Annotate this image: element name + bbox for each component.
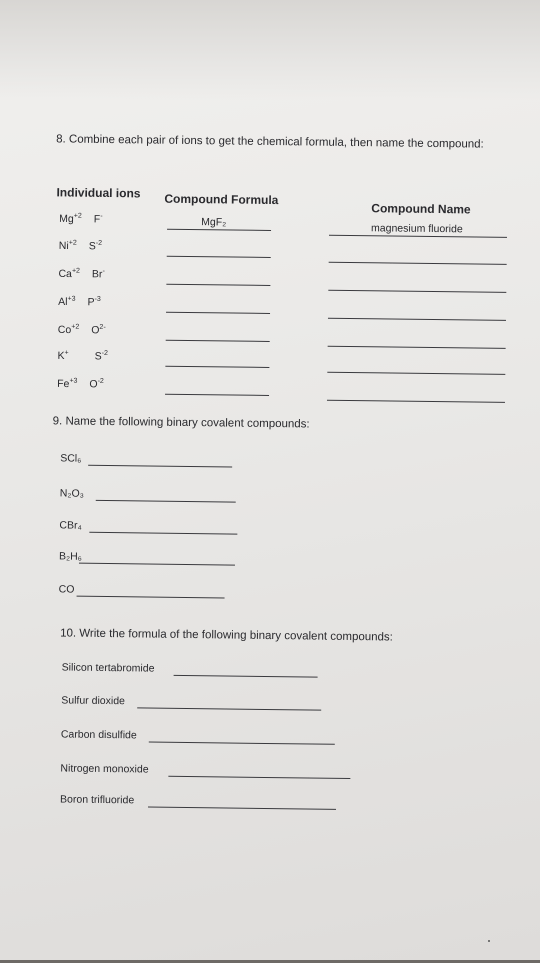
anion-charge: -2 — [102, 350, 108, 357]
formula-answer-line[interactable] — [165, 366, 269, 368]
cation-symbol: Mg — [59, 213, 74, 225]
formula-answer-line[interactable] — [167, 229, 271, 231]
anion-charge: -2 — [96, 240, 102, 247]
cation-charge: +2 — [71, 324, 79, 331]
compound-name-label: Boron trifluoride — [60, 793, 134, 806]
cation-symbol: Al — [58, 296, 67, 308]
name-answer-line[interactable] — [328, 290, 506, 293]
anion-symbol: S — [95, 350, 102, 362]
name-answer-line[interactable] — [88, 465, 232, 468]
compound-formula-label: CBr₄ — [59, 519, 82, 531]
name-answer-line[interactable] — [327, 372, 505, 375]
anion-symbol: O — [91, 324, 99, 336]
name-answer-line[interactable] — [328, 318, 506, 321]
anion-charge: -2 — [98, 378, 104, 385]
name-answer: magnesium fluoride — [371, 222, 463, 235]
compound-name-label: Sulfur dioxide — [61, 694, 125, 707]
name-answer-line[interactable] — [329, 262, 507, 265]
cation-charge: +2 — [72, 268, 80, 275]
compound-name-label: Nitrogen monoxide — [60, 762, 148, 775]
formula-answer-line[interactable] — [166, 340, 270, 342]
ion-pair — [58, 323, 106, 336]
ion-pair — [58, 267, 104, 280]
compound-formula-label: CO — [59, 583, 75, 595]
q9-instruction: 9. Name the following binary covalent compounds: — [53, 415, 310, 430]
header-compound-formula: Compound Formula — [164, 192, 278, 207]
cation-symbol: Ca — [58, 268, 72, 280]
anion-charge: -3 — [94, 296, 100, 303]
compound-name-label: Carbon disulfide — [61, 728, 137, 741]
cation-charge: +3 — [69, 378, 77, 385]
header-compound-name: Compound Name — [371, 201, 471, 216]
ion-pair — [59, 212, 102, 225]
compound-name-label: Silicon tertabromide — [62, 661, 155, 674]
header-individual-ions: Individual ions — [56, 185, 140, 200]
name-answer-line[interactable] — [329, 235, 507, 238]
anion-symbol: F — [94, 213, 101, 225]
formula-answer-line[interactable] — [168, 776, 350, 779]
anion-charge: - — [100, 213, 102, 220]
anion-symbol: S — [89, 240, 96, 252]
q10-instruction: 10. Write the formula of the following binary covalent compounds: — [60, 627, 393, 643]
anion-symbol: Br — [92, 268, 103, 280]
cation-charge: + — [65, 349, 69, 356]
cation-charge: +2 — [69, 240, 77, 247]
ion-pair — [59, 239, 102, 252]
q8-instruction: 8. Combine each pair of ions to get the chemical formula, then name the compound: — [56, 133, 484, 150]
name-answer-line[interactable] — [96, 500, 236, 503]
paper-speck — [488, 940, 490, 942]
name-answer-line[interactable] — [77, 596, 225, 599]
cation-symbol: K — [57, 350, 64, 362]
name-answer-line[interactable] — [328, 346, 506, 349]
formula-answer-line[interactable] — [167, 256, 271, 258]
formula-answer-line[interactable] — [165, 394, 269, 396]
anion-symbol: O — [89, 378, 97, 390]
cation-charge: +2 — [74, 213, 82, 220]
anion-charge: 2- — [99, 324, 105, 331]
anion-symbol: P — [87, 296, 94, 308]
anion-charge: - — [102, 268, 104, 275]
compound-formula-label: N₂O₃ — [60, 487, 84, 499]
compound-formula-label: SCl₆ — [60, 452, 81, 464]
name-answer-line[interactable] — [327, 400, 505, 403]
ion-pair — [57, 349, 108, 362]
formula-answer-line[interactable] — [148, 807, 336, 810]
name-answer-line[interactable] — [79, 563, 235, 566]
ion-pair — [58, 295, 101, 308]
formula-answer-line[interactable] — [166, 312, 270, 314]
cation-symbol: Ni — [59, 240, 69, 252]
ion-pair — [57, 377, 104, 390]
compound-formula-label: B₂H₆ — [59, 550, 82, 562]
cation-charge: +3 — [67, 296, 75, 303]
cation-symbol: Co — [58, 324, 72, 336]
formula-answer: MgF₂ — [201, 216, 226, 228]
formula-answer-line[interactable] — [149, 742, 335, 745]
name-answer-line[interactable] — [89, 532, 237, 535]
cation-symbol: Fe — [57, 378, 69, 390]
formula-answer-line[interactable] — [137, 707, 321, 710]
formula-answer-line[interactable] — [174, 675, 318, 678]
formula-answer-line[interactable] — [166, 284, 270, 286]
